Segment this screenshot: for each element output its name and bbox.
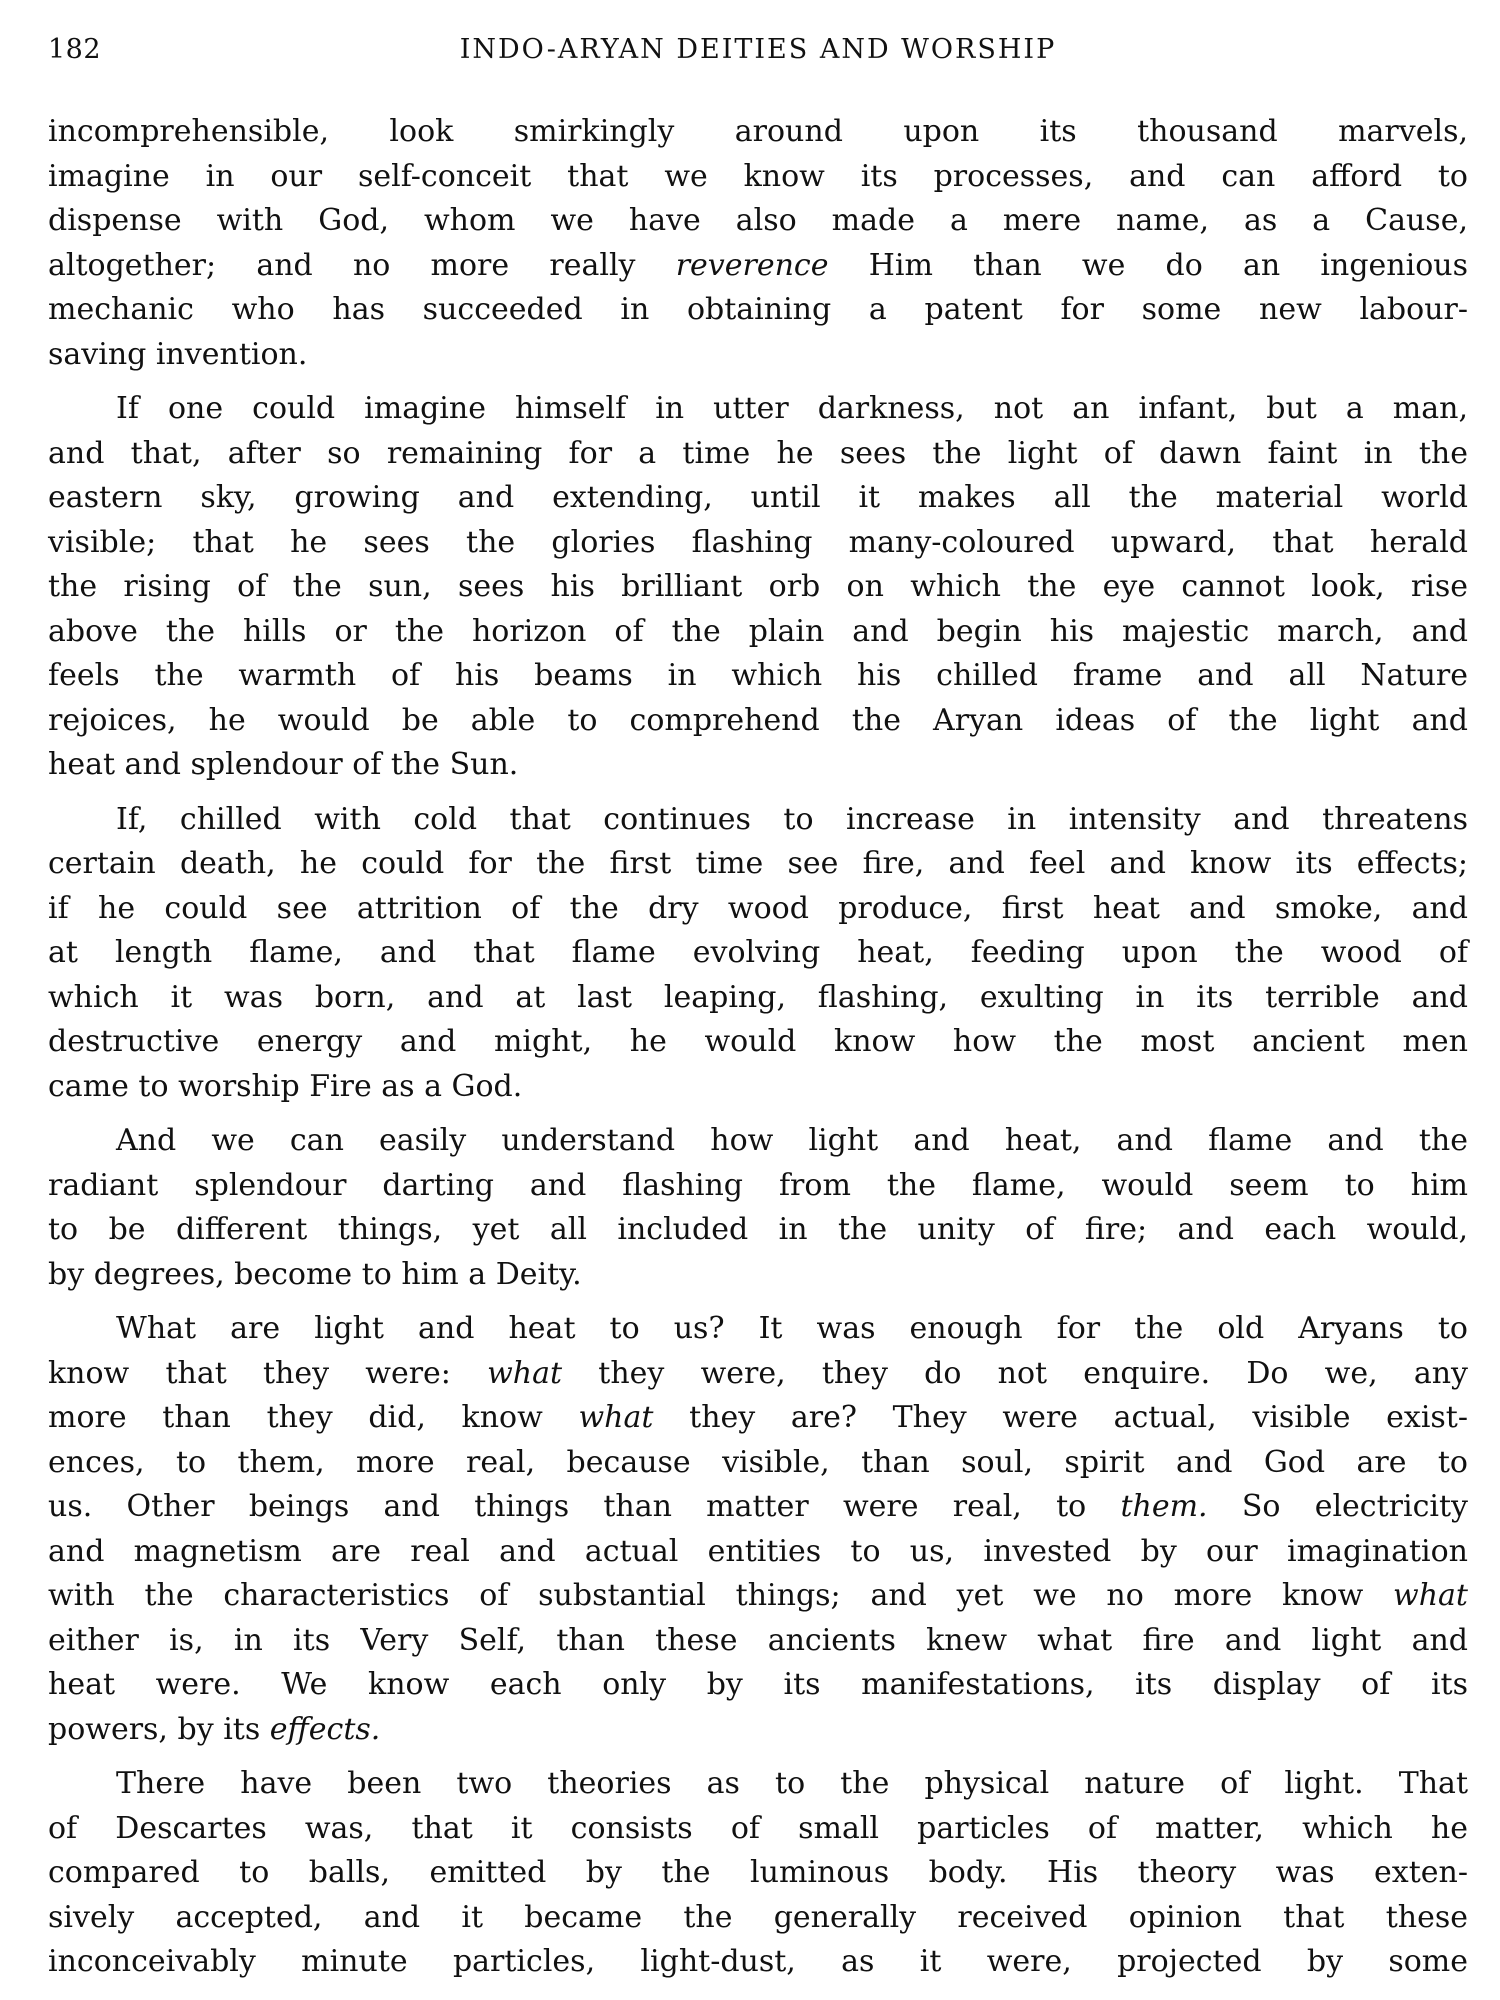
text-line: sively accepted, and it became the generally received opinion that these	[48, 1899, 1468, 1935]
text-line: rejoices, he would be able to comprehend the Aryan ideas of the light and	[48, 702, 1468, 738]
text-line: incomprehensible, look smirkingly around upon its thousand marvels,	[48, 114, 1468, 149]
text-line: to be different things, yet all included in the unity of fire; and each would,	[48, 1212, 1468, 1247]
text-line: above the hills or the horizon of the plain and begin his majestic march, and	[48, 613, 1468, 649]
italic-word: effects.	[269, 1711, 381, 1747]
paragraph-5	[48, 1307, 1468, 1752]
text-line: with the characteristics of substantial things; and yet we no more know what	[48, 1578, 1468, 1613]
text-line: destructive energy and might, he would know how the most ancient men	[48, 1024, 1468, 1059]
paragraph-4	[48, 1119, 1468, 1297]
text-line: more than they did, know what they are? They were actual, visible exist-	[48, 1400, 1468, 1435]
italic-word: what	[1393, 1578, 1468, 1613]
text-line: know that they were: what they were, they do not enquire. Do we, any	[48, 1355, 1468, 1391]
text-line: altogether; and no more really reverence Him than we do an ingenious	[48, 247, 1468, 283]
text-line: And we can easily understand how light and heat, and flame and the	[116, 1123, 1468, 1158]
text-line: by degrees, become to him a Deity.	[48, 1256, 582, 1292]
text-line: the rising of the sun, sees his brilliant orb on which the eye cannot look, rise	[48, 569, 1468, 604]
text-line: and that, after so remaining for a time he sees the light of dawn faint in the	[48, 435, 1468, 471]
text-line: of Descartes was, that it consists of small particles of matter, which he	[48, 1810, 1468, 1846]
text-line: If, chilled with cold that continues to increase in intensity and threatens	[116, 801, 1468, 837]
text-line: heat were. We know each only by its manifestations, its display of its	[48, 1667, 1468, 1702]
text-line: powers, by its effects.	[48, 1711, 381, 1747]
text-line: If one could imagine himself in utter darkness, not an infant, but a man,	[116, 391, 1468, 426]
text-line: certain death, he could for the first time see fire, and feel and know its effects;	[48, 846, 1468, 881]
text-line: radiant splendour darting and flashing from the flame, would seem to him	[48, 1167, 1468, 1203]
text-line: mechanic who has succeeded in obtaining a patent for some new labour-	[48, 292, 1468, 327]
running-head	[48, 34, 1468, 74]
text-line: us. Other beings and things than matter were real, to them. So electricity	[48, 1489, 1468, 1524]
paragraph-2	[48, 387, 1468, 788]
paragraph-3	[48, 798, 1468, 1110]
paragraph-1	[48, 110, 1468, 377]
text-line: visible; that he sees the glories flashing many-coloured upward, that herald	[48, 524, 1468, 560]
text-line: dispense with God, whom we have also made a mere name, as a Cause,	[48, 203, 1468, 238]
text-line: imagine in our self-conceit that we know its processes, and can afford to	[48, 158, 1468, 194]
italic-word: what	[578, 1400, 654, 1435]
italic-word: what	[487, 1355, 563, 1391]
running-title: INDO-ARYAN DEITIES AND WORSHIP	[459, 34, 1057, 65]
text-line: and magnetism are real and actual entities to us, invested by our imagination	[48, 1533, 1468, 1569]
text-line: ences, to them, more real, because visible, than soul, spirit and God are to	[48, 1444, 1468, 1480]
text-line: compared to balls, emitted by the luminous body. His theory was exten-	[48, 1855, 1468, 1890]
text-line: eastern sky, growing and extending, until it makes all the material world	[48, 480, 1468, 515]
italic-word: them.	[1120, 1489, 1208, 1524]
body-text	[48, 110, 1468, 1995]
text-line: at length flame, and that flame evolving heat, feeding upon the wood of	[48, 935, 1468, 970]
text-line: feels the warmth of his beams in which his chilled frame and all Nature	[48, 658, 1468, 693]
text-line: came to worship Fire as a God.	[48, 1068, 523, 1104]
text-line: saving invention.	[48, 336, 308, 372]
text-line: heat and splendour of the Sun.	[48, 747, 519, 782]
text-line: either is, in its Very Self, than these ancients knew what fire and light and	[48, 1622, 1468, 1658]
paragraph-6	[48, 1762, 1468, 1985]
text-line: if he could see attrition of the dry wood produce, first heat and smoke, and	[48, 890, 1468, 926]
text-line: There have been two theories as to the physical nature of light. That	[116, 1766, 1468, 1801]
text-line: which it was born, and at last leaping, flashing, exulting in its terrible and	[48, 979, 1468, 1015]
text-line: inconceivably minute particles, light-dust, as it were, projected by some	[48, 1944, 1468, 1979]
page-number: 182	[48, 34, 102, 65]
text-line: What are light and heat to us? It was enough for the old Aryans to	[116, 1311, 1468, 1346]
italic-word: reverence	[675, 247, 829, 283]
